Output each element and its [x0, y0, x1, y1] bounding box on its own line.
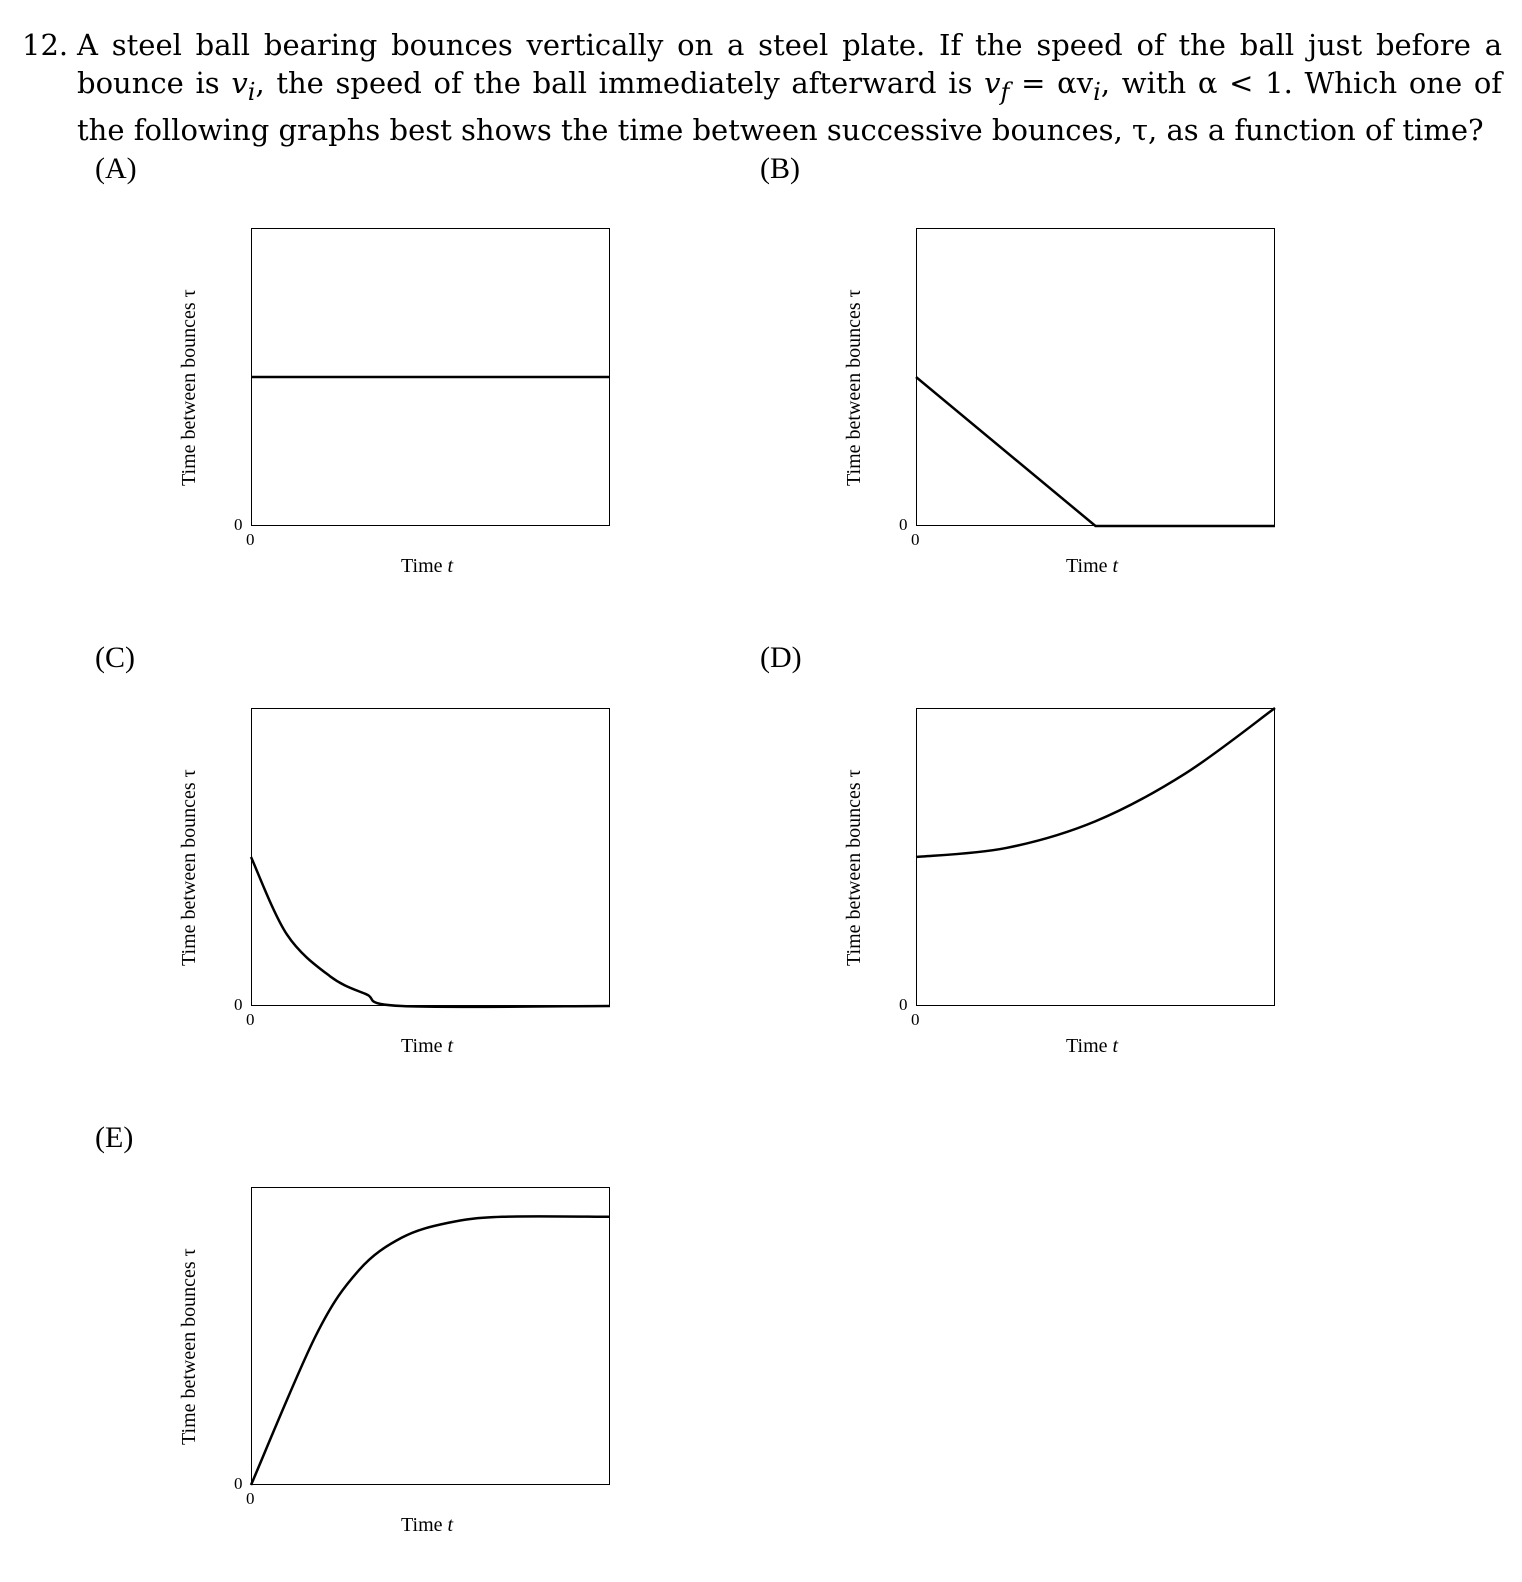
plot-a-xlabel: Time t: [401, 555, 454, 577]
series-line-1: [916, 377, 1275, 526]
plot-a-ylabel: Time between bounces τ: [178, 289, 200, 486]
series-line-4: [251, 1216, 610, 1485]
plot-b-curve: [916, 228, 1275, 526]
option-b-label[interactable]: (B): [760, 152, 800, 185]
equation-subscript: i: [1093, 77, 1101, 106]
plot-c-xlabel: Time t: [401, 1035, 454, 1057]
v-f-symbol: v: [984, 66, 1001, 100]
v-f-subscript: f: [1000, 77, 1010, 106]
plot-e-curve: [251, 1187, 610, 1485]
question-line-1-end: ,: [255, 66, 265, 100]
equation: = αv: [1009, 66, 1094, 100]
plot-d-x-zero: 0: [911, 1010, 920, 1029]
plot-e-x-zero: 0: [246, 1489, 255, 1508]
plot-c-y-zero: 0: [234, 995, 243, 1014]
v-i-symbol: v: [231, 66, 248, 100]
v-i-subscript: i: [247, 77, 256, 106]
option-a-label[interactable]: (A): [95, 152, 137, 185]
question-number: 12.: [22, 28, 69, 62]
plot-a-curve: [251, 228, 610, 526]
plot-c-ylabel: Time between bounces τ: [178, 769, 200, 966]
question-line-1: A steel ball bearing bounces vertically on a steel plate. If the speed of the ball just before a bounce is: [77, 28, 1502, 100]
plot-d-y-zero: 0: [899, 995, 908, 1014]
question: [22, 26, 1502, 149]
series-line-2: [251, 857, 610, 1007]
series-line-3: [916, 708, 1275, 857]
plot-e-ylabel: Time between bounces τ: [178, 1248, 200, 1445]
option-d-label[interactable]: (D): [760, 641, 802, 674]
plot-a-x-zero: 0: [246, 530, 255, 549]
plot-e-xlabel: Time t: [401, 1514, 454, 1536]
plot-c-curve: [251, 708, 610, 1006]
question-line-2-end: , with α < 1. Which one of the following graphs: [77, 66, 1503, 147]
option-c-label[interactable]: (C): [95, 641, 135, 674]
plot-d-ylabel: Time between bounces τ: [843, 769, 865, 966]
plot-b-ylabel: Time between bounces τ: [843, 289, 865, 486]
plot-d-curve: [916, 708, 1275, 1006]
plot-b-xlabel: Time t: [1066, 555, 1119, 577]
question-line-2: the speed of the ball immediately afterward is: [276, 66, 985, 100]
question-text: [77, 26, 1502, 149]
option-e-label[interactable]: (E): [95, 1121, 134, 1154]
plot-b-y-zero: 0: [899, 515, 908, 534]
plot-e-y-zero: 0: [234, 1474, 243, 1493]
plot-c-x-zero: 0: [246, 1010, 255, 1029]
question-line-3: best shows the time between successive bounces, τ, as a function of time?: [389, 112, 1484, 147]
plot-d-xlabel: Time t: [1066, 1035, 1119, 1057]
plot-b-x-zero: 0: [911, 530, 920, 549]
plot-a-y-zero: 0: [234, 515, 243, 534]
